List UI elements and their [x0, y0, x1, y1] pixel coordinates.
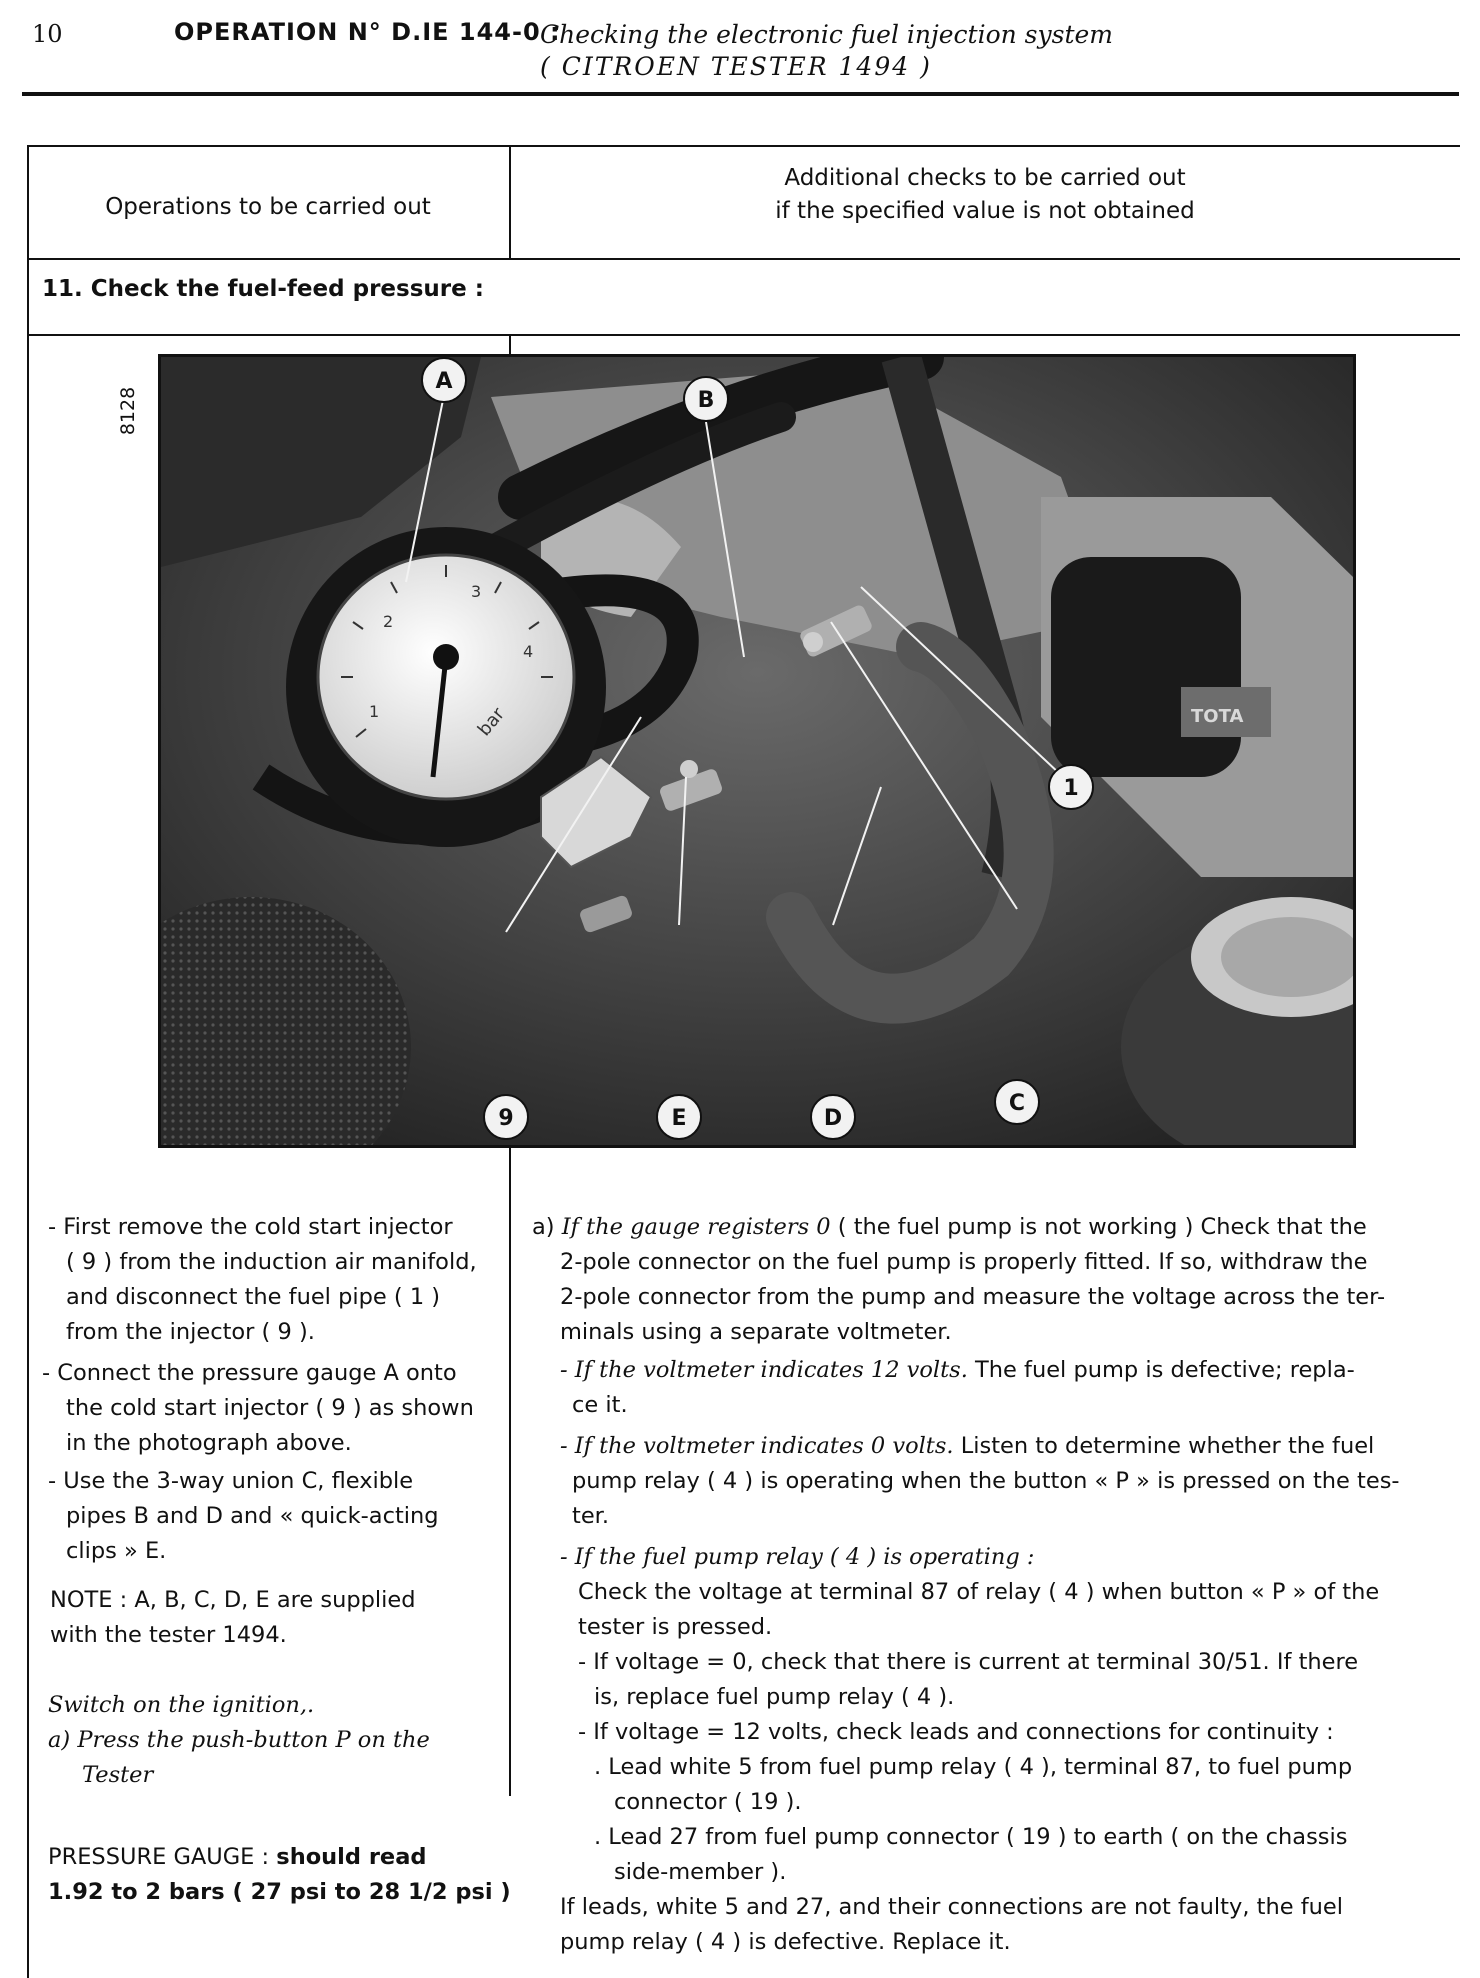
- operation-code: OPERATION N° D.IE 144-0 :: [174, 18, 561, 46]
- table-left-border: [27, 145, 29, 1978]
- check-0v-line1: - If the voltmeter indicates 0 volts. Listen to determine whether the fuel: [560, 1433, 1375, 1459]
- pressure-value-2: 1.92 to 2 bars ( 27 psi to 28 1/2 psi ): [48, 1879, 511, 1905]
- left-line: Tester: [82, 1762, 154, 1788]
- injector-screw: [680, 760, 698, 778]
- left-line: a) Press the push-button P on the: [48, 1727, 430, 1753]
- right-line: . Lead 27 from fuel pump connector ( 19 ) to earth ( on the chassis: [594, 1824, 1348, 1850]
- left-line: - First remove the cold start injector: [48, 1214, 453, 1240]
- operation-title-line1: Checking the electronic fuel injection system: [540, 20, 1113, 49]
- right-line: ter.: [572, 1503, 610, 1529]
- column-divider-bottom: [509, 1146, 511, 1796]
- pressure-gauge-reading: [48, 1840, 511, 1910]
- clip-screw: [803, 632, 823, 652]
- callout-a: [422, 358, 466, 402]
- header-rule: [22, 92, 1459, 96]
- right-line: connector ( 19 ).: [614, 1789, 802, 1815]
- figure-number: 8128: [117, 386, 140, 436]
- check-a-line1: a) If the gauge registers 0 ( the fuel pump is not working ) Check that the: [532, 1214, 1367, 1240]
- left-line: - Connect the pressure gauge A onto: [42, 1360, 457, 1386]
- instruction-use-union: [48, 1464, 439, 1569]
- switch-on-ignition: [48, 1688, 430, 1793]
- engine-photo-drawing: [161, 357, 1353, 1145]
- right-line: If leads, white 5 and 27, and their connections are not faulty, the fuel: [560, 1894, 1343, 1920]
- right-line: side-member ).: [614, 1859, 787, 1885]
- right-line: - If voltage = 0, check that there is current at terminal 30/51. If there: [578, 1649, 1359, 1675]
- callout-b: [684, 377, 728, 421]
- table-header-divider: [28, 258, 1460, 260]
- right-line: pump relay ( 4 ) is operating when the button « P » is pressed on the tes-: [572, 1468, 1400, 1494]
- left-line: and disconnect the fuel pipe ( 1 ): [66, 1284, 441, 1310]
- left-line: with the tester 1494.: [50, 1622, 287, 1648]
- page-number: 10: [32, 20, 63, 48]
- check-12v-line1: - If the voltmeter indicates 12 volts. The fuel pump is defective; repla-: [560, 1357, 1355, 1383]
- right-line: ce it.: [572, 1392, 628, 1418]
- left-line: in the photograph above.: [66, 1430, 352, 1456]
- gauge-needle-hub: [433, 644, 459, 670]
- column1-heading: Operations to be carried out: [105, 194, 431, 220]
- column2-heading-line2: if the specified value is not obtained: [775, 198, 1195, 224]
- gauge-unit: bar: [473, 703, 510, 741]
- callout-c: [995, 1080, 1039, 1124]
- step-title: 11. Check the fuel-feed pressure :: [42, 276, 484, 302]
- right-line: is, replace fuel pump relay ( 4 ).: [594, 1684, 955, 1710]
- gauge-tick-1: 1: [369, 702, 380, 721]
- instruction-remove-injector: [48, 1210, 477, 1350]
- callout-a-label: A: [435, 369, 453, 394]
- callout-1: [1049, 765, 1093, 809]
- right-line: pump relay ( 4 ) is defective. Replace it.: [560, 1929, 1011, 1955]
- callout-e-label: E: [671, 1106, 687, 1131]
- callout-1-label: 1: [1063, 776, 1079, 801]
- callout-d-label: D: [823, 1106, 843, 1131]
- column2-heading-line1: Additional checks to be carried out: [784, 165, 1186, 191]
- callout-9-label: 9: [498, 1106, 514, 1131]
- canister-tag-text: TOTA: [1191, 706, 1244, 727]
- gauge-tick-2: 2: [383, 612, 394, 631]
- right-line: 2-pole connector on the fuel pump is properly fitted. If so, withdraw the: [560, 1249, 1368, 1275]
- checks-column: [532, 1210, 1452, 1960]
- pressure-value-1: should read: [276, 1844, 427, 1870]
- left-line: NOTE : A, B, C, D, E are supplied: [50, 1587, 416, 1613]
- note-supplied-parts: [50, 1583, 416, 1653]
- left-line: Switch on the ignition,.: [48, 1692, 315, 1718]
- left-line: ( 9 ) from the induction air manifold,: [66, 1249, 477, 1275]
- left-line: - Use the 3-way union C, flexible: [48, 1468, 414, 1494]
- left-line: clips » E.: [66, 1538, 167, 1564]
- callout-9: [484, 1095, 528, 1139]
- canister: [1051, 557, 1244, 777]
- callout-c-label: C: [1008, 1091, 1026, 1116]
- left-line: the cold start injector ( 9 ) as shown: [66, 1395, 474, 1421]
- check-relay-heading: - If the fuel pump relay ( 4 ) is operating :: [560, 1544, 1035, 1570]
- column-divider-mid: [509, 334, 511, 356]
- right-line: 2-pole connector from the pump and measure the voltage across the ter-: [560, 1284, 1386, 1310]
- right-line: tester is pressed.: [578, 1614, 773, 1640]
- left-line: pipes B and D and « quick-acting: [66, 1503, 439, 1529]
- gauge-tick-4: 4: [523, 642, 534, 661]
- right-line: . Lead white 5 from fuel pump relay ( 4 ), terminal 87, to fuel pump: [594, 1754, 1353, 1780]
- callout-e: [657, 1095, 701, 1139]
- engine-photo: [158, 354, 1356, 1148]
- right-line: Check the voltage at terminal 87 of relay ( 4 ) when button « P » of the: [578, 1579, 1380, 1605]
- gauge-tick-3: 3: [471, 582, 482, 601]
- operation-title-line2: ( CITROEN TESTER 1494 ): [540, 52, 932, 81]
- table-top-border: [28, 145, 1460, 147]
- column-divider-top: [509, 145, 511, 259]
- instruction-connect-gauge: [42, 1356, 474, 1461]
- right-line: - If voltage = 12 volts, check leads and connections for continuity :: [578, 1719, 1334, 1745]
- column2-heading: [512, 162, 1458, 228]
- left-line: from the injector ( 9 ).: [66, 1319, 315, 1345]
- pressure-label: PRESSURE GAUGE :: [48, 1844, 277, 1870]
- right-line: minals using a separate voltmeter.: [560, 1319, 952, 1345]
- callout-d: [811, 1095, 855, 1139]
- step-divider: [28, 334, 1460, 336]
- callout-b-label: B: [697, 388, 715, 413]
